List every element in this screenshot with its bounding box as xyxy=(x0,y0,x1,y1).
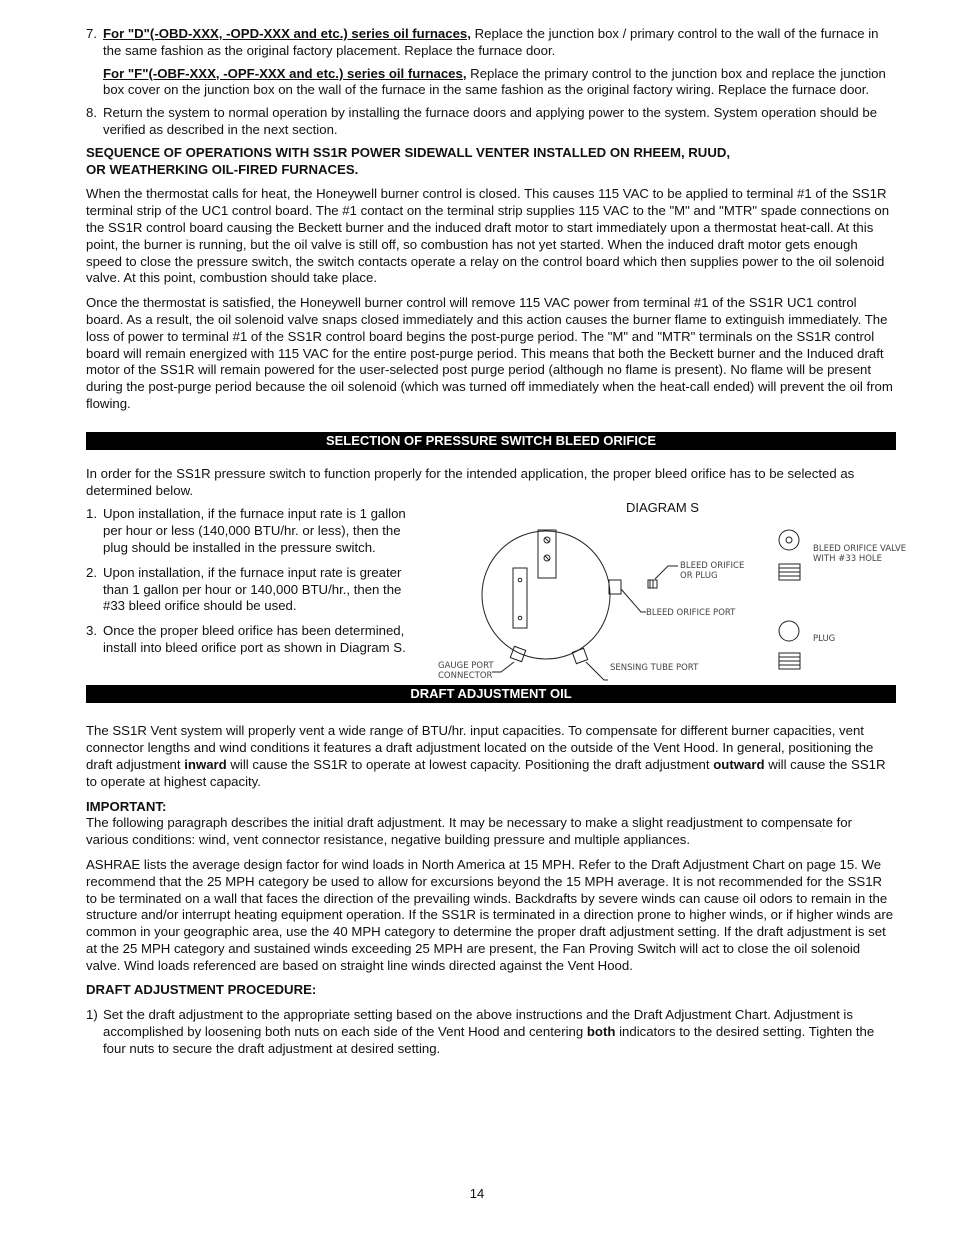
procedure-step-1-number: 1) xyxy=(86,1007,98,1023)
sequence-heading-line-2: OR WEATHERKING OIL-FIRED FURNACES. xyxy=(86,161,359,177)
bleed-step-2-text: Upon installation, if the furnace input rate is greater than 1 gallon per hour or 140,000 BTU/hr., then the #33 bleed orifice should be used. xyxy=(103,564,402,614)
document-page xyxy=(86,26,907,1058)
switch-bracket xyxy=(513,568,527,628)
bleed-step-1-number: 1. xyxy=(86,506,97,522)
pressure-switch-diagram xyxy=(426,510,907,710)
label-sensing-tube-port: SENSING TUBE PORT xyxy=(610,663,699,674)
f-series-text: Replace the primary control to the junction box and replace the junction box cover on the junction box on the wall of the furnace in the same fashion as the original factory wiring. Replace the furnace door. xyxy=(103,65,886,98)
draft-p1-outward: outward xyxy=(713,756,765,772)
label-bleed-orifice-valve: BLEED ORIFICE VALVE xyxy=(813,544,907,555)
bleed-orifice-port-stub xyxy=(609,580,621,594)
bleed-intro: In order for the SS1R pressure switch to function properly for the intended application, the proper bleed orifice has to be selected as determined below. xyxy=(86,465,855,498)
important-label: IMPORTANT: xyxy=(86,798,167,814)
bleed-steps xyxy=(86,506,426,656)
label-with-33-hole: WITH #33 HOLE xyxy=(813,554,883,565)
plug-icon xyxy=(779,621,799,641)
gauge-port-connector xyxy=(510,647,525,662)
sequence-heading xyxy=(86,145,896,179)
sequence-paragraph-1: When the thermostat calls for heat, the Honeywell burner control is closed. This causes 115 VAC to be applied to terminal #1 of the SS1R terminal strip of the UC1 control board. The #1 contact on the terminal strip supplies 115 VAC to the "M" and "MTR" spade connections on the SS1R control board causing the Beckett burner and the induced draft motor to start immediately upon a thermostat heat-call. At this point, the burner is running, but the oil valve is still off, so combustion has not yet started. When the induced draft motor gets enough speed to close the pressure switch, the switch contacts operate a relay on the control board which then supplies power to the oil solenoid valve. At this point, combustion should take place. xyxy=(86,186,890,286)
step-7-number: 7. xyxy=(86,26,97,41)
label-bleed-orifice-port: BLEED ORIFICE PORT xyxy=(646,608,736,619)
procedure-step-1-text xyxy=(103,1007,896,1057)
label-connector: CONNECTOR xyxy=(438,671,493,682)
bleed-step-1-text: Upon installation, if the furnace input rate is 1 gallon per hour or less (140,000 BTU/hr. or less), then the plug should be installed in the pressure switch. xyxy=(103,506,406,555)
draft-p1-part-c: will cause the SS1R to operate at highest capacity. xyxy=(86,756,886,789)
procedure-step-part-b: indicators to the desired setting. Tighten the four nuts to secure the draft adjustment at desired setting. xyxy=(103,1024,875,1056)
label-plug: PLUG xyxy=(813,634,836,645)
bleed-step-1 xyxy=(86,506,426,556)
sequence-heading-line-1: SEQUENCE OF OPERATIONS WITH SS1R POWER SIDEWALL VENTER INSTALLED ON RHEEM, RUUD, xyxy=(86,144,731,160)
step-7 xyxy=(86,26,896,99)
bleed-step-3 xyxy=(86,623,426,657)
bleed-step-3-text: Once the proper bleed orifice has been determined, install into bleed orifice port as shown in Diagram S. xyxy=(103,623,406,655)
ashrae-paragraph: ASHRAE lists the average design factor for wind loads in North America at 15 MPH. Refer to the Draft Adjustment Chart on page 15. We recommend that the 25 MPH category be used to allow for excursions beyond the 15 MPH average. It is not recommended for the SS1R to be terminated on a wall that faces the direction of the prevailing winds. Backdrafts by severe winds can cause oil odors to remain in the structure and/or interrupt heating equipment operation. If the SS1R is terminated in a direction prone to higher winds, or if higher winds are common in your geographic area, use the 40 MPH category to determine the proper draft adjustment setting. If the draft adjustment is set at the 25 MPH category and sustained winds exceeding 25 MPH are present, the Fan Proving Switch will act to close the oil solenoid valve. Wind loads referenced are based on straight line winds directed against the Vent Hood. xyxy=(86,856,894,973)
bleed-orifice-section-bar: SELECTION OF PRESSURE SWITCH BLEED ORIFICE xyxy=(86,432,896,450)
draft-p1-inward: inward xyxy=(184,756,227,772)
d-series-label: For "D"(-OBD-XXX, -OPD-XXX and etc.) series oil furnaces, xyxy=(103,26,471,41)
procedure-heading: DRAFT ADJUSTMENT PROCEDURE: xyxy=(86,982,317,998)
d-series-text: Replace the junction box / primary control to the wall of the furnace in the same fashion as the original factory placement. Replace the furnace door. xyxy=(103,26,879,58)
pressure-switch-body xyxy=(482,531,610,659)
procedure-step-1 xyxy=(86,1007,896,1057)
draft-p1-part-a: The SS1R Vent system will properly vent a wide range of BTU/hr. input capacities. To compensate for different burner capacities, vent connector lengths and wind conditions it features a draft adjustment located on the outside of the Vent Hood. In general, positioning the draft adjustment xyxy=(86,723,874,772)
step-7-d-series xyxy=(103,26,896,60)
label-gauge-port: GAUGE PORT xyxy=(438,661,494,672)
draft-paragraph-1 xyxy=(86,723,896,790)
sensing-tube-port xyxy=(572,649,587,664)
diagram-s xyxy=(426,496,907,706)
step-8-text: Return the system to normal operation by installing the furnace doors and applying power to the system. System operation should be verified as described in the next section. xyxy=(103,105,878,137)
important-text: The following paragraph describes the initial draft adjustment. It may be necessary to make a slight readjustment to compensate for various conditions: wind, vent connector resistance, negative building pressure and multiple appliances. xyxy=(86,815,853,848)
page-number: 14 xyxy=(469,1186,485,1201)
f-series-label: For "F"(-OBF-XXX, -OPF-XXX and etc.) series oil furnaces, xyxy=(103,65,467,81)
diagram-title: DIAGRAM S xyxy=(626,500,699,516)
label-or-plug: OR PLUG xyxy=(680,571,718,582)
sequence-paragraph-2: Once the thermostat is satisfied, the Honeywell burner control will remove 115 VAC power from terminal #1 of the SS1R UC1 control board. As a result, the oil solenoid valve snaps closed immediately and this action causes the burner flame to extinguish immediately. The loss of power to terminal #1 of the SS1R control board begins the post-purge period. The "M" and "MTR" terminals on the SS1R control board will remain energized with 115 VAC for the entire post-purge period. This means that both the Beckett burner and the Induced draft motor of the SS1R will remain powered for the user-selected post purge period (although no flame is present). No flame will be present during the post-purge period because the oil solenoid (which was turned off immediately when the heat-call ended) will prevent the oil from flowing. xyxy=(86,295,893,411)
bleed-step-2-number: 2. xyxy=(86,564,97,580)
bleed-step-2 xyxy=(86,565,426,615)
bleed-orifice-valve-icon xyxy=(779,530,799,550)
draft-p1-part-b: will cause the SS1R to operate at lowest capacity. Positioning the draft adjustment xyxy=(226,756,714,772)
label-bleed-orifice: BLEED ORIFICE xyxy=(680,561,745,572)
step-7-f-series xyxy=(103,66,896,100)
step-8 xyxy=(86,105,896,139)
procedure-step-both: both xyxy=(586,1024,616,1040)
step-8-number: 8. xyxy=(86,105,97,121)
bleed-orifice-section xyxy=(86,500,907,706)
procedure-step-part-a: Set the draft adjustment to the appropriate setting based on the above instructions and the Draft Adjustment Chart. Adjustment is accomplished by loosening both nuts on each side of the Vent Hood and centering xyxy=(103,1007,853,1040)
bleed-step-3-number: 3. xyxy=(86,623,97,639)
draft-adjustment-section-bar: DRAFT ADJUSTMENT OIL xyxy=(86,685,896,703)
